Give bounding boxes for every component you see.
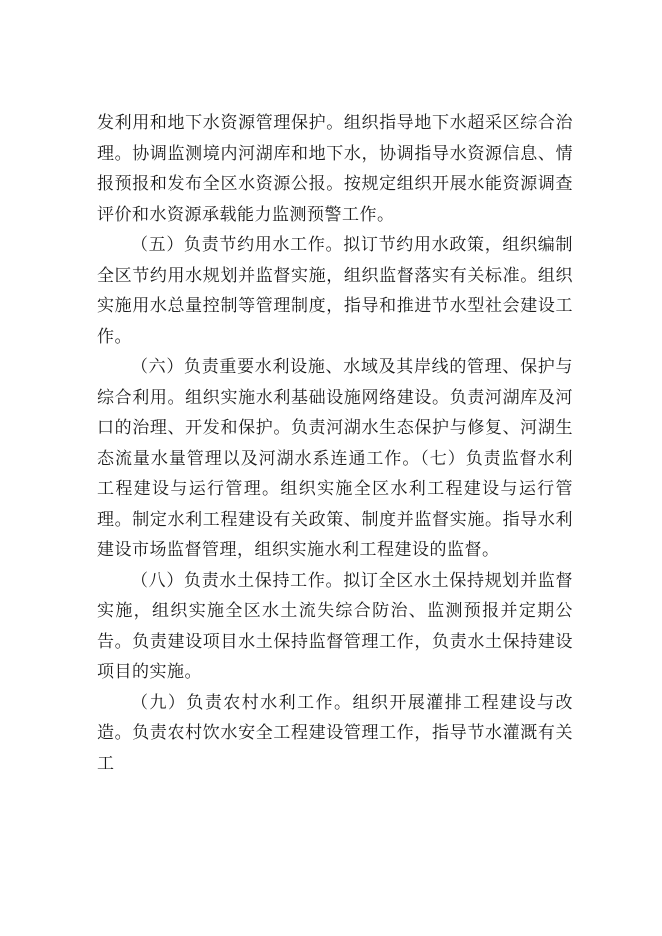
paragraph-item-6-7-facilities-construction: （六）负责重要水利设施、水域及其岸线的管理、保护与综合利用。组织实施水利基础设施网络建设。负责河湖库及河口的治理、开发和保护。负责河湖水生态保护与修复、河湖生态流量水量管理以及河湖水系连通工作。（七）负责监督水利工程建设与运行管理。组织实施全区水利工程建设与运行管理。制定水利工程建设有关政策、制度并监督实施。指导水利建设市场监督管理，组织实施水利工程建设的监督。 [97, 357, 573, 560]
paragraph-item-8-soil-conservation: （八）负责水土保持工作。拟订全区水土保持规划并监督实施，组织实施全区水土流失综合防治、监测预报并定期公告。负责建设项目水土保持监督管理工作，负责水土保持建设项目的实施。 [97, 570, 573, 682]
paragraph-water-resources-continued: 发利用和地下水资源管理保护。组织指导地下水超采区综合治理。协调监测境内河湖库和地下水，协调指导水资源信息、情报预报和发布全区水资源公报。按规定组织开展水能资源调查评价和水资源承载能力监测预警工作。 [97, 113, 573, 225]
paragraph-item-9-rural-water: （九）负责农村水利工作。组织开展灌排工程建设与改造。负责农村饮水安全工程建设管理工作，指导节水灌溉有关工 [97, 692, 573, 774]
paragraph-item-5-water-saving: （五）负责节约用水工作。拟订节约用水政策，组织编制全区节约用水规划并监督实施，组织监督落实有关标准。组织实施用水总量控制等管理制度，指导和推进节水型社会建设工作。 [97, 235, 573, 347]
document-body [97, 108, 573, 779]
